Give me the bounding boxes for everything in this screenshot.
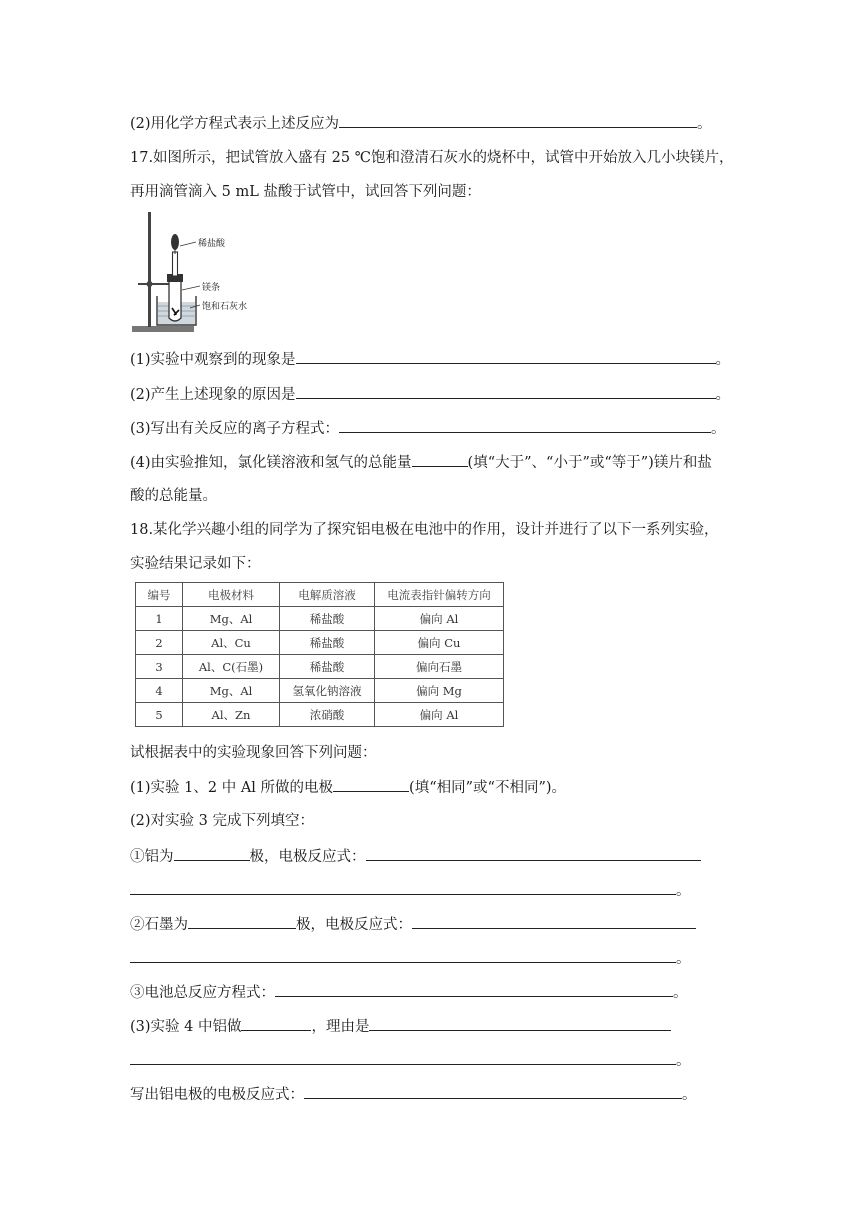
- dropper-tube: [173, 252, 178, 276]
- table-cell: 偏向 Al: [375, 607, 504, 631]
- table-cell: 偏向 Cu: [375, 631, 504, 655]
- table-row: [136, 607, 504, 631]
- q18-intro-text: 18.某化学兴趣小组的同学为了探究铝电极在电池中的作用，设计并进行了以下一系列实验，: [130, 522, 719, 538]
- q16-part2: [130, 113, 712, 134]
- q17-part4-text-cont: (填“大于”、“小于”或“等于”)镁片和盐: [467, 455, 712, 471]
- q17-part2: [130, 384, 730, 405]
- answer-blank[interactable]: [241, 1016, 311, 1031]
- q18-part1-text: (1)实验 1、2 中 Al 所做的电极: [130, 780, 334, 796]
- q18-lead-text: 试根据表中的实验现象回答下列问题：: [130, 745, 377, 761]
- table-row: [136, 655, 504, 679]
- table-cell: Al、Zn: [183, 703, 280, 727]
- q18-part3-text-cont: ，理由是: [311, 1019, 370, 1035]
- answer-blank[interactable]: [130, 880, 676, 895]
- q18-part1-text-cont: (填“相同”或“不相同”)。: [409, 780, 567, 796]
- answer-blank[interactable]: [275, 982, 673, 997]
- label-mg-strip: 镁条: [202, 283, 221, 293]
- q17-part2-text: (2)产生上述现象的原因是: [130, 387, 296, 403]
- clamp-joint: [147, 281, 153, 287]
- q17-part1: [130, 349, 730, 370]
- q16-part2-text: (2)用化学方程式表示上述反应为: [130, 116, 340, 132]
- answer-blank[interactable]: [339, 113, 697, 128]
- table-row: [136, 631, 504, 655]
- q17-part1-text: (1)实验中观察到的现象是: [130, 352, 296, 368]
- label-limewater: 饱和石灰水: [202, 302, 248, 312]
- label-dilute-hcl: 稀盐酸: [198, 239, 226, 249]
- period: 。: [676, 1053, 691, 1069]
- q17-part3-text: (3)写出有关反应的离子方程式：: [130, 421, 340, 437]
- header-cell: 电极材料: [183, 583, 280, 607]
- answer-blank[interactable]: [174, 846, 250, 861]
- q18-part3: [130, 1016, 671, 1037]
- table-cell: Mg、Al: [183, 679, 280, 703]
- q18-intro-text: 实验结果记录如下：: [130, 556, 261, 572]
- q18-part3-cont: [130, 1050, 691, 1071]
- period: 。: [697, 116, 712, 132]
- q18-part3-last: [130, 1084, 697, 1105]
- table-row: [136, 703, 504, 727]
- table-cell: 稀盐酸: [280, 655, 375, 679]
- answer-blank[interactable]: [296, 384, 716, 399]
- q18-lead: [130, 743, 377, 763]
- stand-base: [132, 326, 194, 332]
- q18-intro-line2: [130, 554, 261, 574]
- table-cell: 偏向 Mg: [375, 679, 504, 703]
- q18-part2a-cont: [130, 880, 691, 901]
- q18-part2a: [130, 846, 701, 867]
- answer-blank[interactable]: [304, 1084, 682, 1099]
- table-cell: 1: [136, 607, 183, 631]
- q18-part2c-text: ③电池总反应方程式：: [130, 985, 275, 1001]
- table-cell: 偏向 Al: [375, 703, 504, 727]
- table-cell: Mg、Al: [183, 607, 280, 631]
- table-cell: 稀盐酸: [280, 631, 375, 655]
- table-row: [136, 679, 504, 703]
- q17-part4-end: 酸的总能量。: [130, 488, 217, 504]
- answer-blank[interactable]: [130, 948, 676, 963]
- q18-part2b-cont: [130, 948, 691, 969]
- table-cell: 4: [136, 679, 183, 703]
- apparatus-diagram: [130, 210, 255, 338]
- experiment-table: [135, 582, 504, 727]
- q17-intro-text: 再用滴管滴入 5 mL 盐酸于试管中，试回答下列问题：: [130, 184, 481, 200]
- stand-rod: [148, 212, 151, 327]
- period: 。: [711, 421, 726, 437]
- table-cell: 3: [136, 655, 183, 679]
- table-cell: Al、Cu: [183, 631, 280, 655]
- q18-part1: [130, 777, 566, 798]
- answer-blank[interactable]: [333, 777, 409, 792]
- q17-part4-text: (4)由实验推知，氯化镁溶液和氢气的总能量: [130, 455, 412, 471]
- answer-blank[interactable]: [296, 349, 716, 364]
- q18-part2b-text-cont: 极，电极反应式：: [296, 917, 412, 933]
- q18-part2a-text-cont: 极，电极反应式：: [249, 849, 366, 865]
- q18-part2-text: (2)对实验 3 完成下列填空：: [130, 813, 314, 829]
- dropper-bulb: [171, 234, 179, 250]
- period: 。: [673, 985, 688, 1001]
- q18-part3-text: (3)实验 4 中铝做: [130, 1019, 242, 1035]
- period: 。: [676, 951, 691, 967]
- table-cell: 稀盐酸: [280, 607, 375, 631]
- apparatus-figure: [130, 210, 255, 338]
- table-cell: 2: [136, 631, 183, 655]
- answer-blank[interactable]: [412, 914, 696, 929]
- table-cell: 浓硝酸: [280, 703, 375, 727]
- q18-part2: [130, 811, 314, 831]
- q18-part2b: [130, 914, 696, 935]
- table-cell: 氢氧化钠溶液: [280, 679, 375, 703]
- table-cell: 偏向石墨: [375, 655, 504, 679]
- q17-part4: [130, 452, 712, 473]
- answer-blank[interactable]: [369, 1016, 671, 1031]
- header-cell: 电流表指针偏转方向: [375, 583, 504, 607]
- q17-part4-line2: [130, 486, 217, 506]
- q17-intro-line1: [130, 148, 733, 168]
- q17-intro-text: 17.如图所示，把试管放入盛有 25 ℃饱和澄清石灰水的烧杯中，试管中开始放入几小块镁片，: [130, 150, 734, 166]
- q18-intro-line1: [130, 520, 719, 540]
- period: 。: [682, 1087, 697, 1103]
- q18-part3-last-text: 写出铝电极的电极反应式：: [130, 1087, 304, 1103]
- header-cell: 电解质溶液: [280, 583, 375, 607]
- table-cell: Al、C(石墨): [183, 655, 280, 679]
- header-cell: 编号: [136, 583, 183, 607]
- q18-part2b-text: ②石墨为: [130, 917, 188, 933]
- period: 。: [715, 387, 731, 403]
- table-cell: 5: [136, 703, 183, 727]
- answer-blank[interactable]: [130, 1050, 676, 1065]
- period: 。: [676, 883, 691, 899]
- answer-blank[interactable]: [412, 452, 468, 467]
- q17-part3: [130, 418, 726, 439]
- period: 。: [715, 352, 731, 368]
- q18-part2a-text: ①铝为: [130, 849, 174, 865]
- answer-blank[interactable]: [339, 418, 711, 433]
- q17-intro-line2: [130, 182, 481, 202]
- answer-blank[interactable]: [366, 846, 701, 861]
- table-header-row: [136, 583, 504, 607]
- q18-part2c: [130, 982, 688, 1003]
- answer-blank[interactable]: [188, 914, 296, 929]
